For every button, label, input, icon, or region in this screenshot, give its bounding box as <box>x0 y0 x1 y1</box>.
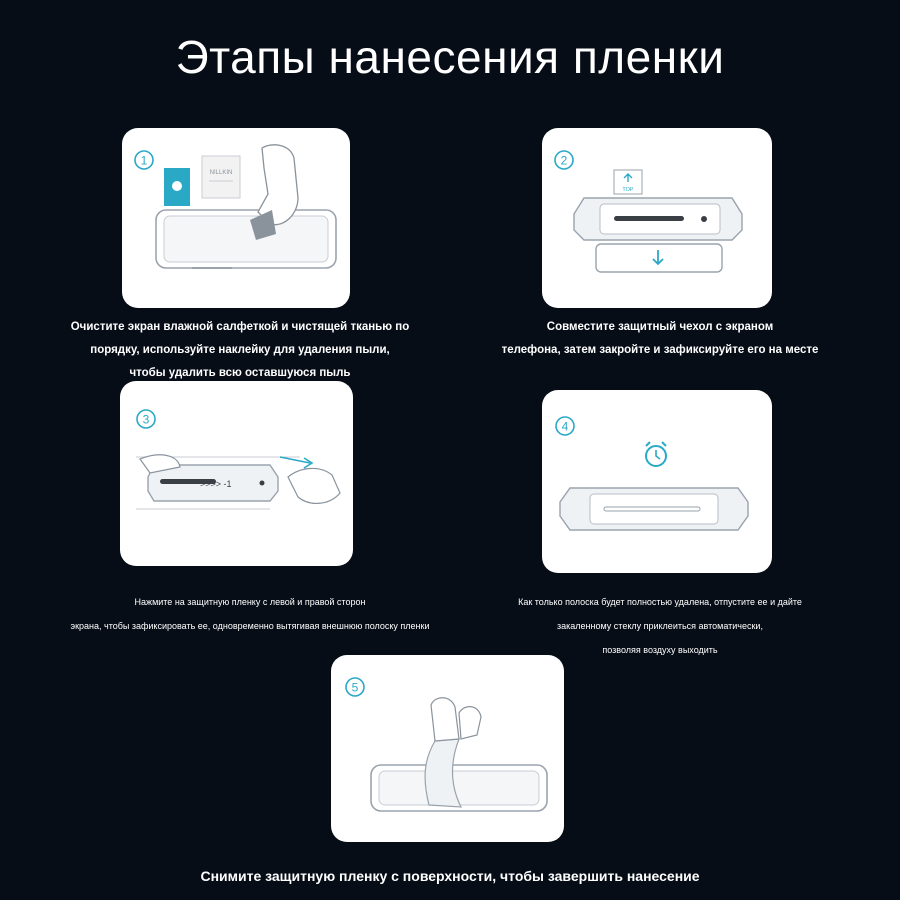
strip-label: >>>> -1 <box>200 479 232 489</box>
alarm-clock-icon <box>646 442 666 466</box>
step-5-illustration <box>331 655 564 842</box>
step-2-illustration <box>542 128 772 308</box>
hand-icon <box>431 698 459 741</box>
step-4-illustration <box>542 390 772 573</box>
step-5-card <box>331 655 564 842</box>
cloth-brand-label: NILLKIN <box>209 170 233 176</box>
step-3-illustration <box>120 381 353 566</box>
step-2-caption: Совместите защитный чехол с экраном телефона, затем закройте и зафиксируйте его на месте <box>501 321 819 356</box>
step-5-caption: Снимите защитную пленку с поверхности, чтобы завершить нанесение <box>200 868 700 884</box>
step-3-card <box>120 381 353 566</box>
step-4-card <box>542 390 772 573</box>
step-4-number: 4 <box>561 419 569 434</box>
top-label: TOP <box>622 187 634 193</box>
pull-direction-arrow <box>280 457 310 463</box>
step-1-illustration <box>122 128 350 308</box>
pull-strip <box>614 216 684 221</box>
phone-outline <box>596 244 722 272</box>
step-1-number: 1 <box>140 153 148 168</box>
page-title: Этапы нанесения пленки <box>175 31 725 83</box>
step-3-number: 3 <box>142 412 150 427</box>
step-1-caption: Очистите экран влажной салфеткой и чистящей тканью по порядку, используйте наклейку для удаления пыли, чтобы удалить всю оставшуюся пыль <box>70 321 410 379</box>
step-3-caption: Нажмите на защитную пленку с левой и правой сторон экрана, чтобы зафиксировать ее, одновременно вытягивая внешнюю полоску пленки <box>70 597 430 631</box>
step-5-number: 5 <box>351 680 359 695</box>
step-1-card <box>122 128 350 308</box>
step-2-card <box>542 128 772 308</box>
hand-icon <box>258 145 298 225</box>
step-4-caption: Как только полоска будет полностью удалена, отпустите ее и дайте закаленному стеклу приклеиться автоматически, позволяя воздуху выходить <box>518 597 802 655</box>
right-hand-icon <box>288 468 340 503</box>
step-2-number: 2 <box>560 153 568 168</box>
